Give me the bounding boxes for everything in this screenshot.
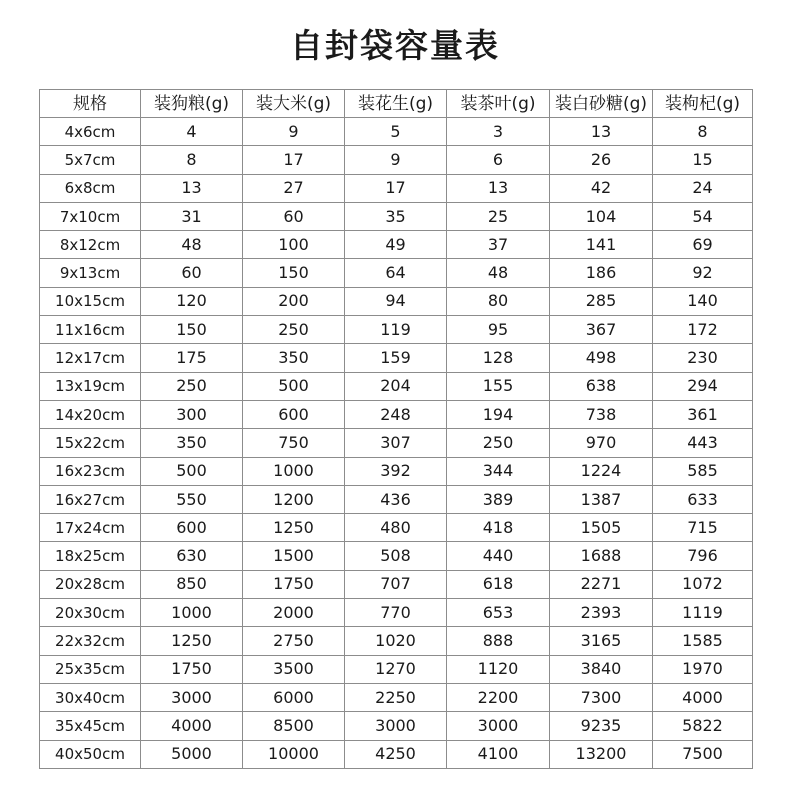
value-cell: 600 bbox=[243, 400, 345, 428]
header-row bbox=[40, 90, 753, 118]
value-cell: 95 bbox=[447, 316, 550, 344]
spec-cell: 14x20cm bbox=[40, 400, 141, 428]
value-cell: 3840 bbox=[550, 655, 653, 683]
value-cell: 1250 bbox=[141, 627, 243, 655]
value-cell: 770 bbox=[345, 599, 447, 627]
value-cell: 498 bbox=[550, 344, 653, 372]
value-cell: 8 bbox=[141, 146, 243, 174]
page-title: 自封袋容量表 bbox=[290, 26, 500, 65]
spec-cell: 35x45cm bbox=[40, 712, 141, 740]
value-cell: 6000 bbox=[243, 683, 345, 711]
value-cell: 796 bbox=[653, 542, 753, 570]
spec-cell: 6x8cm bbox=[40, 174, 141, 202]
value-cell: 3500 bbox=[243, 655, 345, 683]
value-cell: 186 bbox=[550, 259, 653, 287]
value-cell: 1120 bbox=[447, 655, 550, 683]
value-cell: 48 bbox=[447, 259, 550, 287]
value-cell: 13 bbox=[447, 174, 550, 202]
value-cell: 888 bbox=[447, 627, 550, 655]
value-cell: 17 bbox=[243, 146, 345, 174]
table-row bbox=[40, 712, 753, 740]
value-cell: 230 bbox=[653, 344, 753, 372]
value-cell: 1000 bbox=[243, 457, 345, 485]
value-cell: 440 bbox=[447, 542, 550, 570]
value-cell: 618 bbox=[447, 570, 550, 598]
value-cell: 4 bbox=[141, 118, 243, 146]
value-cell: 1505 bbox=[550, 514, 653, 542]
capacity-table bbox=[39, 89, 753, 769]
table-row bbox=[40, 146, 753, 174]
value-cell: 204 bbox=[345, 372, 447, 400]
value-cell: 1750 bbox=[141, 655, 243, 683]
value-cell: 26 bbox=[550, 146, 653, 174]
value-cell: 8500 bbox=[243, 712, 345, 740]
value-cell: 120 bbox=[141, 287, 243, 315]
spec-cell: 11x16cm bbox=[40, 316, 141, 344]
value-cell: 159 bbox=[345, 344, 447, 372]
value-cell: 367 bbox=[550, 316, 653, 344]
value-cell: 9 bbox=[345, 146, 447, 174]
value-cell: 344 bbox=[447, 457, 550, 485]
table-row bbox=[40, 174, 753, 202]
value-cell: 2200 bbox=[447, 683, 550, 711]
value-cell: 5000 bbox=[141, 740, 243, 768]
table-row bbox=[40, 316, 753, 344]
table-row bbox=[40, 485, 753, 513]
table-row bbox=[40, 570, 753, 598]
value-cell: 715 bbox=[653, 514, 753, 542]
value-cell: 750 bbox=[243, 429, 345, 457]
value-cell: 1585 bbox=[653, 627, 753, 655]
table-row bbox=[40, 514, 753, 542]
value-cell: 7300 bbox=[550, 683, 653, 711]
table-row bbox=[40, 231, 753, 259]
value-cell: 1387 bbox=[550, 485, 653, 513]
value-cell: 285 bbox=[550, 287, 653, 315]
spec-cell: 4x6cm bbox=[40, 118, 141, 146]
value-cell: 5822 bbox=[653, 712, 753, 740]
value-cell: 104 bbox=[550, 202, 653, 230]
value-cell: 250 bbox=[141, 372, 243, 400]
value-cell: 54 bbox=[653, 202, 753, 230]
value-cell: 2750 bbox=[243, 627, 345, 655]
value-cell: 7500 bbox=[653, 740, 753, 768]
value-cell: 150 bbox=[243, 259, 345, 287]
value-cell: 1224 bbox=[550, 457, 653, 485]
table-row bbox=[40, 202, 753, 230]
value-cell: 150 bbox=[141, 316, 243, 344]
value-cell: 60 bbox=[243, 202, 345, 230]
spec-cell: 25x35cm bbox=[40, 655, 141, 683]
table-body bbox=[40, 118, 753, 769]
column-header: 装茶叶(g) bbox=[447, 90, 550, 118]
column-header-spec: 规格 bbox=[40, 90, 141, 118]
value-cell: 13200 bbox=[550, 740, 653, 768]
value-cell: 300 bbox=[141, 400, 243, 428]
value-cell: 4100 bbox=[447, 740, 550, 768]
table-header bbox=[40, 90, 753, 118]
value-cell: 350 bbox=[243, 344, 345, 372]
spec-cell: 16x27cm bbox=[40, 485, 141, 513]
value-cell: 250 bbox=[243, 316, 345, 344]
table-row bbox=[40, 599, 753, 627]
value-cell: 119 bbox=[345, 316, 447, 344]
value-cell: 42 bbox=[550, 174, 653, 202]
spec-cell: 20x30cm bbox=[40, 599, 141, 627]
value-cell: 3165 bbox=[550, 627, 653, 655]
value-cell: 600 bbox=[141, 514, 243, 542]
spec-cell: 17x24cm bbox=[40, 514, 141, 542]
value-cell: 389 bbox=[447, 485, 550, 513]
value-cell: 1072 bbox=[653, 570, 753, 598]
value-cell: 1750 bbox=[243, 570, 345, 598]
value-cell: 31 bbox=[141, 202, 243, 230]
value-cell: 1270 bbox=[345, 655, 447, 683]
value-cell: 418 bbox=[447, 514, 550, 542]
value-cell: 2393 bbox=[550, 599, 653, 627]
value-cell: 1688 bbox=[550, 542, 653, 570]
value-cell: 2250 bbox=[345, 683, 447, 711]
value-cell: 9235 bbox=[550, 712, 653, 740]
spec-cell: 18x25cm bbox=[40, 542, 141, 570]
value-cell: 49 bbox=[345, 231, 447, 259]
value-cell: 1000 bbox=[141, 599, 243, 627]
value-cell: 10000 bbox=[243, 740, 345, 768]
value-cell: 13 bbox=[141, 174, 243, 202]
value-cell: 200 bbox=[243, 287, 345, 315]
spec-cell: 22x32cm bbox=[40, 627, 141, 655]
value-cell: 1500 bbox=[243, 542, 345, 570]
value-cell: 361 bbox=[653, 400, 753, 428]
table-row bbox=[40, 372, 753, 400]
value-cell: 633 bbox=[653, 485, 753, 513]
spec-cell: 20x28cm bbox=[40, 570, 141, 598]
value-cell: 1119 bbox=[653, 599, 753, 627]
value-cell: 294 bbox=[653, 372, 753, 400]
value-cell: 307 bbox=[345, 429, 447, 457]
spec-cell: 8x12cm bbox=[40, 231, 141, 259]
value-cell: 550 bbox=[141, 485, 243, 513]
value-cell: 1250 bbox=[243, 514, 345, 542]
table-row bbox=[40, 740, 753, 768]
value-cell: 653 bbox=[447, 599, 550, 627]
value-cell: 35 bbox=[345, 202, 447, 230]
spec-cell: 9x13cm bbox=[40, 259, 141, 287]
value-cell: 350 bbox=[141, 429, 243, 457]
spec-cell: 5x7cm bbox=[40, 146, 141, 174]
value-cell: 37 bbox=[447, 231, 550, 259]
value-cell: 3 bbox=[447, 118, 550, 146]
table-row bbox=[40, 429, 753, 457]
value-cell: 128 bbox=[447, 344, 550, 372]
value-cell: 24 bbox=[653, 174, 753, 202]
table-row bbox=[40, 655, 753, 683]
value-cell: 140 bbox=[653, 287, 753, 315]
table-row bbox=[40, 344, 753, 372]
value-cell: 64 bbox=[345, 259, 447, 287]
value-cell: 738 bbox=[550, 400, 653, 428]
value-cell: 436 bbox=[345, 485, 447, 513]
value-cell: 3000 bbox=[447, 712, 550, 740]
value-cell: 1970 bbox=[653, 655, 753, 683]
value-cell: 15 bbox=[653, 146, 753, 174]
value-cell: 141 bbox=[550, 231, 653, 259]
value-cell: 48 bbox=[141, 231, 243, 259]
value-cell: 4000 bbox=[141, 712, 243, 740]
spec-cell: 10x15cm bbox=[40, 287, 141, 315]
value-cell: 392 bbox=[345, 457, 447, 485]
table-row bbox=[40, 400, 753, 428]
value-cell: 707 bbox=[345, 570, 447, 598]
value-cell: 850 bbox=[141, 570, 243, 598]
value-cell: 13 bbox=[550, 118, 653, 146]
value-cell: 17 bbox=[345, 174, 447, 202]
spec-cell: 40x50cm bbox=[40, 740, 141, 768]
value-cell: 9 bbox=[243, 118, 345, 146]
value-cell: 5 bbox=[345, 118, 447, 146]
value-cell: 155 bbox=[447, 372, 550, 400]
column-header: 装大米(g) bbox=[243, 90, 345, 118]
spec-cell: 16x23cm bbox=[40, 457, 141, 485]
value-cell: 25 bbox=[447, 202, 550, 230]
value-cell: 2271 bbox=[550, 570, 653, 598]
value-cell: 2000 bbox=[243, 599, 345, 627]
column-header: 装花生(g) bbox=[345, 90, 447, 118]
value-cell: 443 bbox=[653, 429, 753, 457]
value-cell: 69 bbox=[653, 231, 753, 259]
value-cell: 248 bbox=[345, 400, 447, 428]
value-cell: 4250 bbox=[345, 740, 447, 768]
table-row bbox=[40, 259, 753, 287]
table-row bbox=[40, 118, 753, 146]
value-cell: 500 bbox=[141, 457, 243, 485]
table-row bbox=[40, 542, 753, 570]
value-cell: 3000 bbox=[345, 712, 447, 740]
value-cell: 172 bbox=[653, 316, 753, 344]
spec-cell: 15x22cm bbox=[40, 429, 141, 457]
value-cell: 175 bbox=[141, 344, 243, 372]
value-cell: 1020 bbox=[345, 627, 447, 655]
value-cell: 27 bbox=[243, 174, 345, 202]
table-row bbox=[40, 627, 753, 655]
column-header: 装枸杞(g) bbox=[653, 90, 753, 118]
value-cell: 60 bbox=[141, 259, 243, 287]
column-header: 装白砂糖(g) bbox=[550, 90, 653, 118]
spec-cell: 7x10cm bbox=[40, 202, 141, 230]
value-cell: 3000 bbox=[141, 683, 243, 711]
value-cell: 80 bbox=[447, 287, 550, 315]
value-cell: 94 bbox=[345, 287, 447, 315]
value-cell: 92 bbox=[653, 259, 753, 287]
value-cell: 100 bbox=[243, 231, 345, 259]
value-cell: 630 bbox=[141, 542, 243, 570]
spec-cell: 30x40cm bbox=[40, 683, 141, 711]
value-cell: 585 bbox=[653, 457, 753, 485]
value-cell: 6 bbox=[447, 146, 550, 174]
value-cell: 4000 bbox=[653, 683, 753, 711]
column-header: 装狗粮(g) bbox=[141, 90, 243, 118]
value-cell: 194 bbox=[447, 400, 550, 428]
value-cell: 8 bbox=[653, 118, 753, 146]
value-cell: 970 bbox=[550, 429, 653, 457]
value-cell: 638 bbox=[550, 372, 653, 400]
value-cell: 1200 bbox=[243, 485, 345, 513]
table-row bbox=[40, 683, 753, 711]
value-cell: 508 bbox=[345, 542, 447, 570]
spec-cell: 13x19cm bbox=[40, 372, 141, 400]
table-row bbox=[40, 457, 753, 485]
value-cell: 480 bbox=[345, 514, 447, 542]
value-cell: 250 bbox=[447, 429, 550, 457]
table-row bbox=[40, 287, 753, 315]
value-cell: 500 bbox=[243, 372, 345, 400]
spec-cell: 12x17cm bbox=[40, 344, 141, 372]
